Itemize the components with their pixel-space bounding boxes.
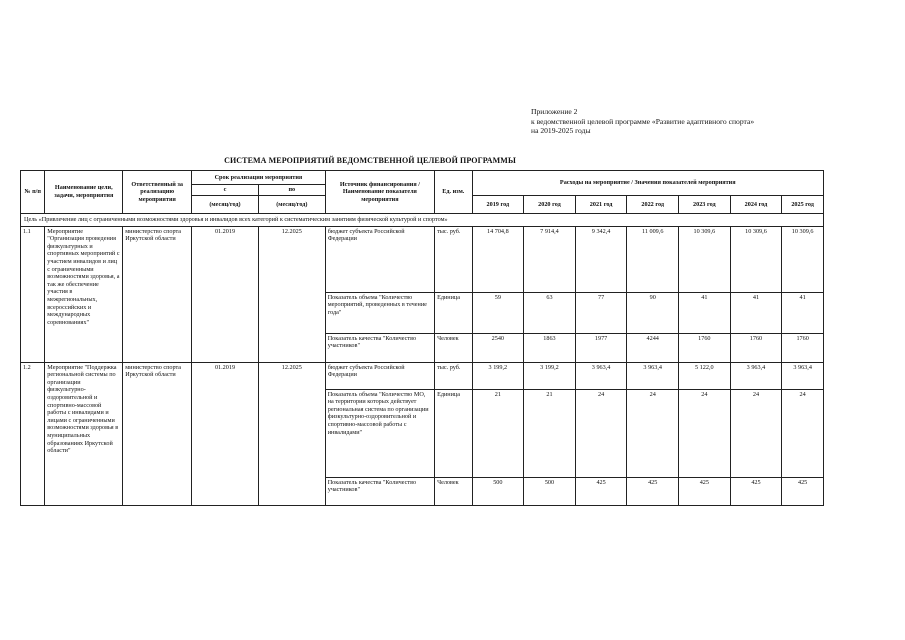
value-cell: 425: [679, 477, 731, 505]
value-cell: 1760: [782, 333, 824, 362]
document-title: СИСТЕМА МЕРОПРИЯТИЙ ВЕДОМСТВЕННОЙ ЦЕЛЕВОЙ ПРОГРАММЫ: [224, 156, 516, 165]
measure-start: 01.2019: [192, 226, 259, 362]
value-cell: 11 009,6: [627, 226, 679, 292]
value-cell: 41: [782, 292, 824, 333]
header-to-unit: (месяц/год): [258, 196, 325, 214]
appendix-line-1: Приложение 2: [531, 107, 578, 116]
value-cell: 21: [524, 389, 576, 477]
value-cell: 24: [627, 389, 679, 477]
value-cell: 1863: [524, 333, 576, 362]
value-cell: 63: [524, 292, 576, 333]
measure-responsible: министерство спорта Иркутской области: [123, 226, 192, 362]
value-cell: 425: [627, 477, 679, 505]
header-year: 2022 год: [627, 196, 679, 214]
header-to: по: [258, 185, 325, 196]
header-year: 2023 год: [679, 196, 731, 214]
finance-source: бюджет субъекта Российской Федерации: [325, 362, 434, 389]
header-year: 2021 год: [575, 196, 627, 214]
value-cell: 24: [782, 389, 824, 477]
value-cell: 2540: [472, 333, 524, 362]
indicator-name: Показатель объема "Количество МО, на территории которых действует региональная система по организации физкультурно-оздоровительной и спортивно-массовой работы с инвалидами": [325, 389, 434, 477]
measures-table: [20, 170, 824, 506]
indicator-name: Показатель качества "Количество участников": [325, 477, 434, 505]
value-cell: 3 963,4: [575, 362, 627, 389]
value-cell: 3 199,2: [472, 362, 524, 389]
row-num: 1.1: [21, 226, 45, 362]
header-year: 2019 год: [472, 196, 524, 214]
appendix-note: [531, 107, 754, 136]
value-cell: 10 309,6: [730, 226, 782, 292]
header-from-unit: (месяц/год): [192, 196, 259, 214]
value-cell: 3 963,4: [730, 362, 782, 389]
measure-start: 01.2019: [192, 362, 259, 505]
measure-responsible: министерство спорта Иркутской области: [123, 362, 192, 505]
unit-cell: Человек: [435, 333, 472, 362]
value-cell: 425: [782, 477, 824, 505]
measure-name: Мероприятие "Организация проведения физкультурных и спортивных мероприятий с участием инвалидов и лиц с ограниченными возможностями здоровья, а так же обеспечение участия в межрегиональных, всероссийских и международных соревнованиях": [45, 226, 123, 362]
value-cell: 90: [627, 292, 679, 333]
header-name: Наименование цели, задачи, мероприятия: [45, 171, 123, 214]
header-unit: Ед. изм.: [435, 171, 472, 214]
measure-end: 12.2025: [258, 226, 325, 362]
value-cell: 77: [575, 292, 627, 333]
header-year: 2025 год: [782, 196, 824, 214]
header-period: Срок реализации мероприятия: [192, 171, 326, 185]
value-cell: 10 309,6: [782, 226, 824, 292]
value-cell: 3 963,4: [627, 362, 679, 389]
measure-end: 12.2025: [258, 362, 325, 505]
value-cell: 41: [679, 292, 731, 333]
value-cell: 9 342,4: [575, 226, 627, 292]
measure-name: Мероприятие "Поддержка региональной системы по организации физкультурно-оздоровительной и спортивно-массовой работы с инвалидами и лицами с ограниченными возможностями здоровья в муниципальных образованиях Иркутской области": [45, 362, 123, 505]
header-expenses: Расходы на мероприятие / Значения показателей мероприятия: [472, 171, 823, 196]
value-cell: 1977: [575, 333, 627, 362]
unit-cell: Единица: [435, 292, 472, 333]
value-cell: 10 309,6: [679, 226, 731, 292]
unit-cell: Единица: [435, 389, 472, 477]
value-cell: 425: [575, 477, 627, 505]
header-responsible: Ответственный за реализацию мероприятия: [123, 171, 192, 214]
finance-source: бюджет субъекта Российской Федерации: [325, 226, 434, 292]
value-cell: 3 963,4: [782, 362, 824, 389]
value-cell: 24: [575, 389, 627, 477]
header-year: 2024 год: [730, 196, 782, 214]
unit-cell: тыс. руб.: [435, 362, 472, 389]
value-cell: 1760: [679, 333, 731, 362]
value-cell: 5 122,0: [679, 362, 731, 389]
unit-cell: тыс. руб.: [435, 226, 472, 292]
unit-cell: Человек: [435, 477, 472, 505]
header-source: Источник финансирования / Наименование показателя мероприятия: [325, 171, 434, 214]
value-cell: 21: [472, 389, 524, 477]
value-cell: 7 914,4: [524, 226, 576, 292]
header-from: с: [192, 185, 259, 196]
goal-row: Цель «Привлечение лиц с ограниченными возможностями здоровья и инвалидов всех категорий к систематическим занятиям физической культурой и спортом»: [21, 214, 824, 227]
value-cell: 24: [730, 389, 782, 477]
value-cell: 24: [679, 389, 731, 477]
header-num: № п/п: [21, 171, 45, 214]
indicator-name: Показатель качества "Количество участников": [325, 333, 434, 362]
value-cell: 59: [472, 292, 524, 333]
value-cell: 3 199,2: [524, 362, 576, 389]
appendix-line-3: на 2019-2025 годы: [531, 126, 591, 136]
value-cell: 425: [730, 477, 782, 505]
value-cell: 500: [472, 477, 524, 505]
value-cell: 4244: [627, 333, 679, 362]
value-cell: 500: [524, 477, 576, 505]
header-year: 2020 год: [524, 196, 576, 214]
value-cell: 41: [730, 292, 782, 333]
value-cell: 14 704,8: [472, 226, 524, 292]
appendix-line-2: к ведомственной целевой программе «Развитие адаптивного спорта»: [531, 116, 755, 126]
value-cell: 1760: [730, 333, 782, 362]
row-num: 1.2: [21, 362, 45, 505]
indicator-name: Показатель объема "Количество мероприятий, проведенных в течение года": [325, 292, 434, 333]
